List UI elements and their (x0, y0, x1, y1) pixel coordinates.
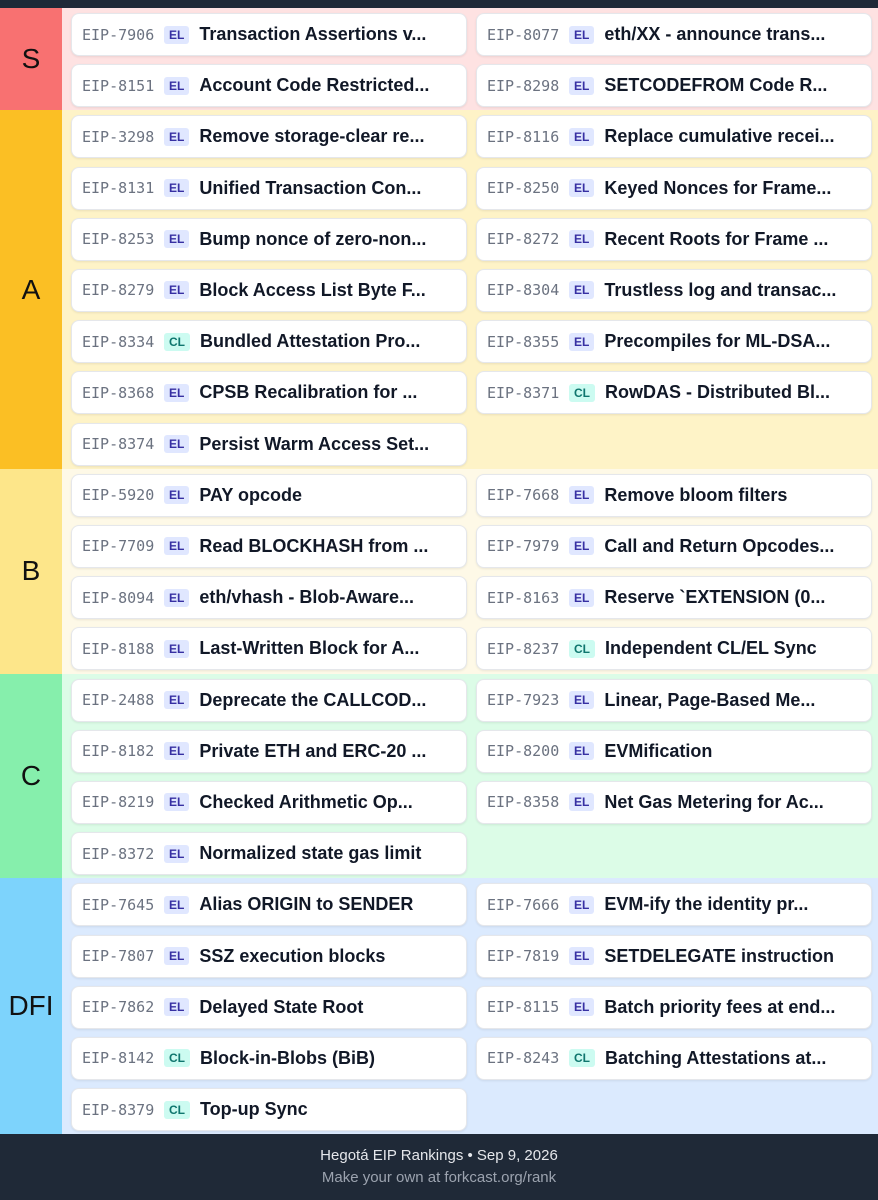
eip-card[interactable] (476, 679, 872, 722)
eip-number: EIP-8131 (82, 179, 155, 198)
top-bar (0, 0, 878, 8)
eip-number: EIP-7906 (82, 25, 155, 44)
eip-title: Read BLOCKHASH from ... (199, 535, 429, 556)
eip-card[interactable] (476, 474, 872, 517)
eip-title: Transaction Assertions v... (199, 24, 427, 44)
eip-card[interactable] (71, 218, 467, 261)
eip-card[interactable] (476, 269, 872, 312)
layer-badge: EL (569, 537, 594, 555)
layer-badge: EL (164, 384, 189, 402)
tier-items (62, 469, 878, 674)
eip-title: Batching Attestations at... (605, 1047, 827, 1068)
eip-card[interactable] (71, 167, 467, 210)
eip-title: EVM-ify the identity pr... (604, 894, 809, 915)
eip-title: RowDAS - Distributed Bl... (605, 382, 830, 403)
eip-card[interactable] (476, 13, 872, 56)
layer-badge: EL (569, 333, 594, 351)
eip-card[interactable] (71, 1088, 467, 1131)
footer-title: Hegotá EIP Rankings • Sep 9, 2026 (320, 1147, 558, 1164)
eip-title: Keyed Nonces for Frame... (604, 177, 832, 198)
layer-badge: EL (569, 281, 594, 299)
layer-badge: EL (569, 179, 594, 197)
eip-title: Remove storage-clear re... (199, 126, 425, 147)
eip-number: EIP-7807 (82, 947, 155, 966)
eip-number: EIP-8298 (487, 76, 560, 95)
layer-badge: CL (569, 640, 595, 658)
eip-card[interactable] (71, 986, 467, 1029)
eip-card[interactable] (71, 423, 467, 466)
layer-badge: EL (569, 589, 594, 607)
eip-card[interactable] (71, 371, 467, 414)
layer-badge: EL (569, 793, 594, 811)
eip-title: Block-in-Blobs (BiB) (200, 1047, 375, 1068)
eip-card[interactable] (476, 935, 872, 978)
layer-badge: CL (164, 333, 190, 351)
eip-number: EIP-8304 (487, 281, 560, 300)
tier-row-a (0, 110, 878, 468)
eip-number: EIP-8115 (487, 998, 560, 1017)
tier-items (62, 8, 878, 110)
eip-number: EIP-8250 (487, 179, 560, 198)
eip-title: SETCODEFROM Code R... (604, 75, 828, 96)
eip-card[interactable] (476, 320, 872, 363)
layer-badge: EL (569, 128, 594, 146)
eip-number: EIP-8272 (487, 230, 560, 249)
eip-number: EIP-8077 (487, 25, 560, 44)
layer-badge: EL (164, 537, 189, 555)
tier-row-dfi (0, 878, 878, 1134)
layer-badge: EL (164, 845, 189, 863)
eip-number: EIP-2488 (82, 691, 155, 710)
eip-number: EIP-7709 (82, 537, 155, 556)
eip-number: EIP-8237 (487, 639, 560, 658)
eip-number: EIP-8379 (82, 1100, 155, 1119)
eip-title: PAY opcode (199, 484, 303, 505)
eip-number: EIP-8371 (487, 383, 560, 402)
eip-number: EIP-7923 (487, 691, 560, 710)
eip-number: EIP-7668 (487, 486, 560, 505)
footer (0, 1134, 878, 1200)
tier-row-s (0, 8, 878, 110)
eip-card[interactable] (71, 935, 467, 978)
layer-badge: EL (569, 947, 594, 965)
eip-title: Account Code Restricted... (199, 75, 430, 96)
tier-label: S (0, 8, 62, 110)
eip-title: Trustless log and transac... (604, 279, 837, 300)
eip-number: EIP-7666 (487, 895, 560, 914)
eip-card[interactable] (71, 1037, 467, 1080)
eip-title: Unified Transaction Con... (199, 177, 422, 198)
eip-number: EIP-8182 (82, 742, 155, 761)
layer-badge: CL (164, 1101, 190, 1119)
eip-title: Alias ORIGIN to SENDER (199, 894, 414, 915)
eip-number: EIP-8200 (487, 742, 560, 761)
footer-subtitle: Make your own at forkcast.org/rank (321, 1169, 557, 1186)
eip-title: Replace cumulative recei... (604, 126, 835, 147)
eip-title: Delayed State Root (199, 996, 364, 1017)
eip-card[interactable] (476, 167, 872, 210)
eip-title: Private ETH and ERC-20 ... (199, 740, 427, 761)
eip-title: CPSB Recalibration for ... (199, 382, 418, 403)
eip-card[interactable] (476, 1037, 872, 1080)
eip-number: EIP-8188 (82, 639, 155, 658)
eip-number: EIP-7862 (82, 998, 155, 1017)
eip-number: EIP-8368 (82, 383, 155, 402)
eip-card[interactable] (71, 679, 467, 722)
eip-title: Batch priority fees at end... (604, 996, 836, 1017)
layer-badge: EL (164, 947, 189, 965)
layer-badge: EL (164, 793, 189, 811)
eip-number: EIP-3298 (82, 127, 155, 146)
eip-title: eth/vhash - Blob-Aware... (199, 587, 415, 608)
layer-badge: EL (164, 230, 189, 248)
eip-card[interactable] (71, 627, 467, 670)
layer-badge: EL (164, 128, 189, 146)
eip-card[interactable] (71, 576, 467, 619)
eip-card[interactable] (476, 576, 872, 619)
tier-row-b (0, 469, 878, 674)
eip-card[interactable] (71, 13, 467, 56)
eip-number: EIP-8094 (82, 588, 155, 607)
tier-items (62, 674, 878, 879)
layer-badge: EL (164, 589, 189, 607)
eip-title: Normalized state gas limit (199, 843, 422, 864)
eip-number: EIP-8163 (487, 588, 560, 607)
eip-title: Remove bloom filters (604, 484, 788, 505)
layer-badge: EL (569, 691, 594, 709)
eip-card[interactable] (476, 525, 872, 568)
layer-badge: EL (164, 281, 189, 299)
layer-badge: EL (569, 26, 594, 44)
layer-badge: EL (569, 77, 594, 95)
eip-number: EIP-8358 (487, 793, 560, 812)
layer-badge: EL (164, 691, 189, 709)
eip-card[interactable] (71, 64, 467, 107)
layer-badge: EL (569, 486, 594, 504)
eip-number: EIP-8219 (82, 793, 155, 812)
eip-card[interactable] (476, 627, 872, 670)
eip-number: EIP-8372 (82, 844, 155, 863)
eip-card[interactable] (476, 781, 872, 824)
eip-card[interactable] (476, 986, 872, 1029)
tier-label: B (0, 469, 62, 674)
eip-number: EIP-5920 (82, 486, 155, 505)
layer-badge: EL (569, 742, 594, 760)
tier-label: A (0, 110, 62, 468)
eip-title: Persist Warm Access Set... (199, 433, 430, 454)
eip-title: Reserve `EXTENSION (0... (604, 587, 826, 608)
eip-card[interactable] (476, 64, 872, 107)
eip-title: eth/XX - announce trans... (604, 24, 826, 44)
eip-number: EIP-7645 (82, 895, 155, 914)
eip-title: Recent Roots for Frame ... (604, 228, 829, 249)
eip-title: SSZ execution blocks (199, 945, 386, 966)
eip-title: Checked Arithmetic Op... (199, 791, 413, 812)
layer-badge: EL (569, 230, 594, 248)
eip-number: EIP-8355 (487, 332, 560, 351)
eip-number: EIP-8253 (82, 230, 155, 249)
eip-number: EIP-8374 (82, 435, 155, 454)
eip-title: Precompiles for ML-DSA... (604, 331, 831, 352)
tier-items (62, 878, 878, 1134)
eip-card[interactable] (71, 474, 467, 517)
eip-number: EIP-8279 (82, 281, 155, 300)
eip-number: EIP-8243 (487, 1049, 560, 1068)
eip-title: Block Access List Byte F... (199, 279, 426, 300)
eip-title: Last-Written Block for A... (199, 638, 420, 659)
tier-label: C (0, 674, 62, 879)
eip-card[interactable] (71, 883, 467, 926)
layer-badge: EL (569, 896, 594, 914)
eip-title: Linear, Page-Based Me... (604, 689, 816, 710)
layer-badge: EL (164, 998, 189, 1016)
layer-badge: EL (164, 896, 189, 914)
eip-card[interactable] (476, 371, 872, 414)
eip-card[interactable] (476, 218, 872, 261)
eip-title: EVMification (604, 740, 713, 761)
eip-title: Bump nonce of zero-non... (199, 228, 427, 249)
eip-number: EIP-7979 (487, 537, 560, 556)
layer-badge: EL (164, 435, 189, 453)
eip-number: EIP-8142 (82, 1049, 155, 1068)
eip-card[interactable] (476, 730, 872, 773)
layer-badge: EL (164, 486, 189, 504)
eip-title: Bundled Attestation Pro... (200, 331, 421, 352)
layer-badge: EL (569, 998, 594, 1016)
eip-number: EIP-8151 (82, 76, 155, 95)
layer-badge: CL (569, 384, 595, 402)
layer-badge: EL (164, 742, 189, 760)
eip-card[interactable] (71, 269, 467, 312)
eip-title: Top-up Sync (200, 1099, 308, 1120)
eip-card[interactable] (476, 115, 872, 158)
eip-card[interactable] (71, 320, 467, 363)
eip-card[interactable] (71, 115, 467, 158)
eip-title: Call and Return Opcodes... (604, 535, 835, 556)
eip-title: Independent CL/EL Sync (605, 638, 817, 659)
tier-items (62, 110, 878, 468)
layer-badge: EL (164, 77, 189, 95)
layer-badge: EL (164, 26, 189, 44)
eip-number: EIP-8334 (82, 332, 155, 351)
tier-label: DFI (0, 878, 62, 1134)
layer-badge: EL (164, 640, 189, 658)
eip-number: EIP-7819 (487, 947, 560, 966)
tier-row-c (0, 674, 878, 879)
eip-card[interactable] (71, 730, 467, 773)
layer-badge: EL (164, 179, 189, 197)
eip-number: EIP-8116 (487, 127, 560, 146)
eip-card[interactable] (476, 883, 872, 926)
eip-card[interactable] (71, 525, 467, 568)
layer-badge: CL (569, 1049, 595, 1067)
eip-title: SETDELEGATE instruction (604, 945, 835, 966)
eip-title: Net Gas Metering for Ac... (604, 791, 824, 812)
eip-title: Deprecate the CALLCOD... (199, 689, 427, 710)
layer-badge: CL (164, 1049, 190, 1067)
eip-card[interactable] (71, 832, 467, 875)
eip-card[interactable] (71, 781, 467, 824)
